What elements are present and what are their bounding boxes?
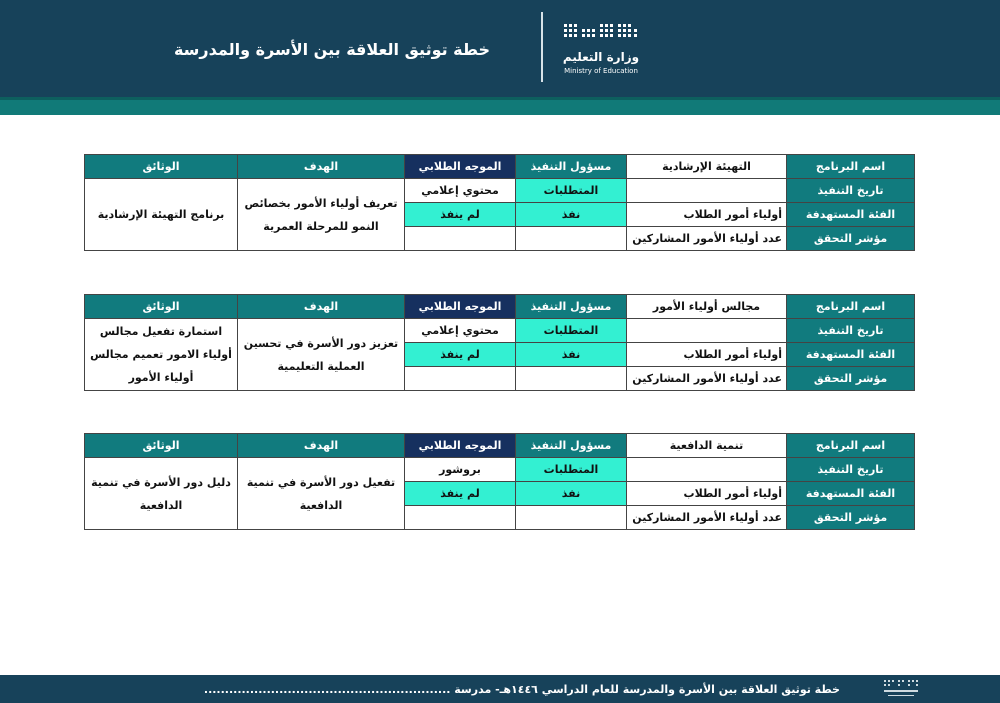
program-table-2 [84,294,915,391]
goal-cell: تعزيز دور الأسرة في تحسين العملية التعليمية [238,319,405,391]
exec-date-value [627,458,787,482]
status-done-cell: نفذ [516,482,627,506]
label-responsible: مسؤول التنفيذ [516,155,627,179]
label-exec-date: تاريخ التنفيذ [787,458,915,482]
empty-cell [516,227,627,251]
empty-cell [516,506,627,530]
empty-cell [405,506,516,530]
content-cell: محتوي إعلامي [405,319,516,343]
page-title: خطة توثيق العلاقة بين الأسرة والمدرسة [173,40,490,59]
status-not-done-cell: لم ينفذ [405,343,516,367]
requirements-cell: المتطلبات [516,179,627,203]
exec-date-value [627,319,787,343]
label-counselor: الموجه الطلابي [405,155,516,179]
program-name: تنمية الدافعية [627,434,787,458]
program-table-3 [84,433,915,530]
status-done-cell: نفذ [516,343,627,367]
header-stripe [0,97,1000,115]
page-header [0,0,1000,97]
requirements-cell: المتطلبات [516,458,627,482]
label-program-name: اسم البرنامج [787,155,915,179]
content-cell: بروشور [405,458,516,482]
program-name: مجالس أولياء الأمور [627,295,787,319]
label-goal: الهدف [238,155,405,179]
empty-cell [405,227,516,251]
label-target-group: الفئة المستهدفة [787,203,915,227]
status-not-done-cell: لم ينفذ [405,482,516,506]
target-group-value: أولياء أمور الطلاب [627,343,787,367]
empty-cell [516,367,627,391]
logo-divider [541,12,543,82]
label-exec-date: تاريخ التنفيذ [787,179,915,203]
goal-cell: تفعيل دور الأسرة في تنمية الدافعية [238,458,405,530]
documents-cell: برنامج التهيئة الإرشادية [85,179,238,251]
exec-date-value [627,179,787,203]
label-counselor: الموجه الطلابي [405,295,516,319]
ministry-logo [558,20,648,80]
label-indicator: مؤشر التحقق [787,227,915,251]
label-responsible: مسؤول التنفيذ [516,434,627,458]
label-documents: الوثائق [85,434,238,458]
documents-cell: دليل دور الأسرة في تنمية الدافعية [85,458,238,530]
status-not-done-cell: لم ينفذ [405,203,516,227]
label-target-group: الفئة المستهدفة [787,482,915,506]
label-responsible: مسؤول التنفيذ [516,295,627,319]
label-documents: الوثائق [85,155,238,179]
logo-arabic-text: وزارة التعليم [562,50,640,64]
label-indicator: مؤشر التحقق [787,367,915,391]
target-group-value: أولياء أمور الطلاب [627,482,787,506]
label-goal: الهدف [238,434,405,458]
label-target-group: الفئة المستهدفة [787,343,915,367]
documents-cell: استمارة تفعيل مجالس أولياء الامور تعميم مجالس أولياء الأمور [85,319,238,391]
label-program-name: اسم البرنامج [787,434,915,458]
label-indicator: مؤشر التحقق [787,506,915,530]
indicator-value: عدد أولياء الأمور المشاركين [627,506,787,530]
indicator-value: عدد أولياء الأمور المشاركين [627,367,787,391]
requirements-cell: المتطلبات [516,319,627,343]
status-done-cell: نفذ [516,203,627,227]
indicator-value: عدد أولياء الأمور المشاركين [627,227,787,251]
program-table-1 [84,154,915,251]
logo-dots-icon [562,20,642,46]
label-program-name: اسم البرنامج [787,295,915,319]
footer-logo-icon [878,677,928,701]
footer-text: خطة توثيق العلاقة بين الأسرة والمدرسة للعام الدراسي ١٤٤٦هـ- مدرسة ........................................................... [203,683,840,696]
empty-cell [405,367,516,391]
logo-english-text: Ministry of Education [564,67,638,75]
label-counselor: الموجه الطلابي [405,434,516,458]
label-exec-date: تاريخ التنفيذ [787,319,915,343]
content-cell: محتوي إعلامي [405,179,516,203]
label-goal: الهدف [238,295,405,319]
label-documents: الوثائق [85,295,238,319]
goal-cell: تعريف أولياء الأمور بخصائص النمو للمرحلة العمرية [238,179,405,251]
program-name: التهيئة الإرشادية [627,155,787,179]
target-group-value: أولياء أمور الطلاب [627,203,787,227]
